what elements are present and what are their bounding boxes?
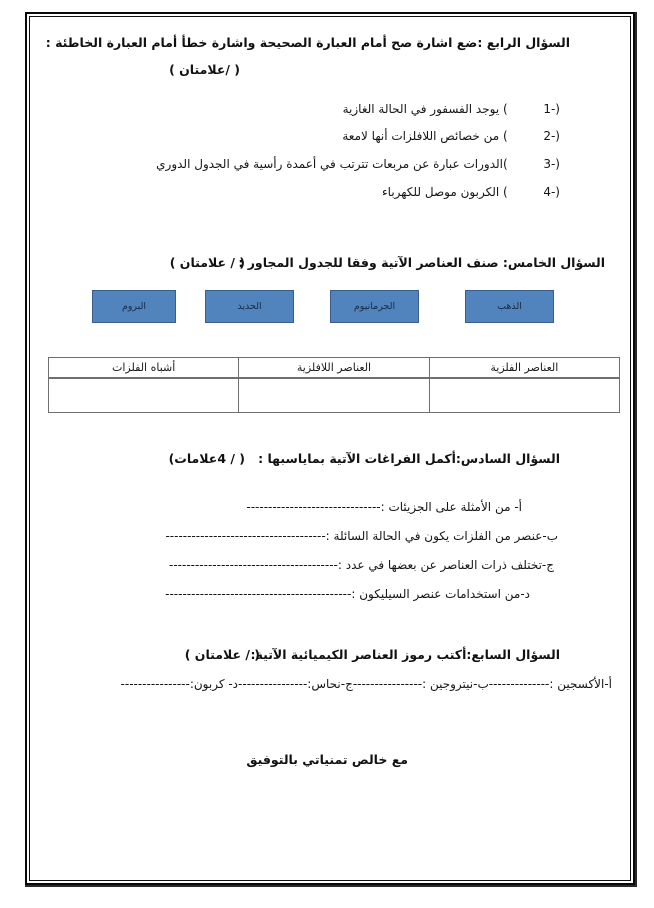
statement-number: 4-) xyxy=(543,185,560,199)
question4-heading: السؤال الرابع :ضع اشارة صح أمام العبارة الصحيحة واشارة خطأ أمام العبارة الخاطئة : xyxy=(45,35,570,50)
question4-statement-3 xyxy=(156,157,560,171)
element-box-bromine[interactable] xyxy=(92,290,176,323)
table-cell-nonmetals-answer[interactable] xyxy=(239,378,429,413)
question4-statement-1 xyxy=(343,102,560,116)
table-cell-metals-answer[interactable] xyxy=(429,378,619,413)
exam-page-inner-border xyxy=(29,16,631,881)
table-header-metals: العناصر الفلزية xyxy=(429,358,619,378)
question6-blank-a[interactable]: أ- من الأمثلة على الجزيئات :------------------------------- xyxy=(246,500,522,514)
question5-marks: ( / علامتان ) xyxy=(169,255,245,270)
question6-blank-b[interactable]: ب-عنصر من الفلزات يكون في الحالة السائلة :------------------------------------- xyxy=(165,529,558,543)
question4-statement-2 xyxy=(342,129,560,143)
table-header-metalloids: أشباه الفلزات xyxy=(49,358,239,378)
question7-heading: السؤال السابع:أكتب رموز العناصر الكيميائية الآتية: xyxy=(250,647,560,662)
table-row xyxy=(49,378,620,413)
exam-page-sheet xyxy=(25,12,635,885)
table-cell-metalloids-answer[interactable] xyxy=(49,378,239,413)
question6-marks: ( / 4علامات) xyxy=(168,451,245,466)
table-header-nonmetals: العناصر اللافلزية xyxy=(239,358,429,378)
question6-heading: السؤال السادس:أكمل الفراغات الآتية بماياسبها : xyxy=(258,451,560,466)
closing-note: مع خالص تمنياتي بالتوفيق xyxy=(246,752,408,767)
statement-text: ) من خصائص اللافلزات أنها لامعة xyxy=(342,129,508,143)
classification-table xyxy=(48,357,620,413)
question4-marks: ( /علامتان ) xyxy=(169,62,240,77)
table-header-row xyxy=(49,358,620,378)
question5-heading: السؤال الخامس: صنف العناصر الآتية وفقا للجدول المجاور : xyxy=(238,255,605,270)
question7-marks: ( / علامتان ) xyxy=(184,647,260,662)
question6-blank-d[interactable]: د-من استخدامات عنصر السيليكون :------------------------------------------- xyxy=(165,587,530,601)
exam-content xyxy=(30,17,630,880)
element-box-iron[interactable] xyxy=(205,290,294,323)
statement-text: ) يوجد الفسفور في الحالة الغازية xyxy=(342,102,508,116)
element-box-label: الذهب xyxy=(497,301,522,312)
statement-number: 2-) xyxy=(543,129,560,143)
question6-blank-c[interactable]: ج-تختلف ذرات العناصر عن بعضها في عدد :--------------------------------------- xyxy=(169,558,554,572)
statement-text: )الدورات عبارة عن مربعات تترتب في أعمدة رأسية في الجدول الدوري xyxy=(156,157,508,171)
element-box-label: الجرمانيوم xyxy=(353,301,396,312)
element-box-label: البروم xyxy=(121,301,147,312)
element-box-label: الحديد xyxy=(237,301,262,312)
question7-answer-line[interactable]: أ-الأكسجين :--------------ب-نيتروجين :----------------ج-نحاس:----------------د- كربون:---------------- xyxy=(120,677,612,691)
statement-number: 3-) xyxy=(543,157,560,171)
statement-number: 1-) xyxy=(543,102,560,116)
statement-text: ) الكربون موصل للكهرباء xyxy=(382,185,508,199)
element-box-germanium[interactable] xyxy=(330,290,419,323)
question4-statement-4 xyxy=(382,185,560,199)
element-box-gold[interactable] xyxy=(465,290,554,323)
